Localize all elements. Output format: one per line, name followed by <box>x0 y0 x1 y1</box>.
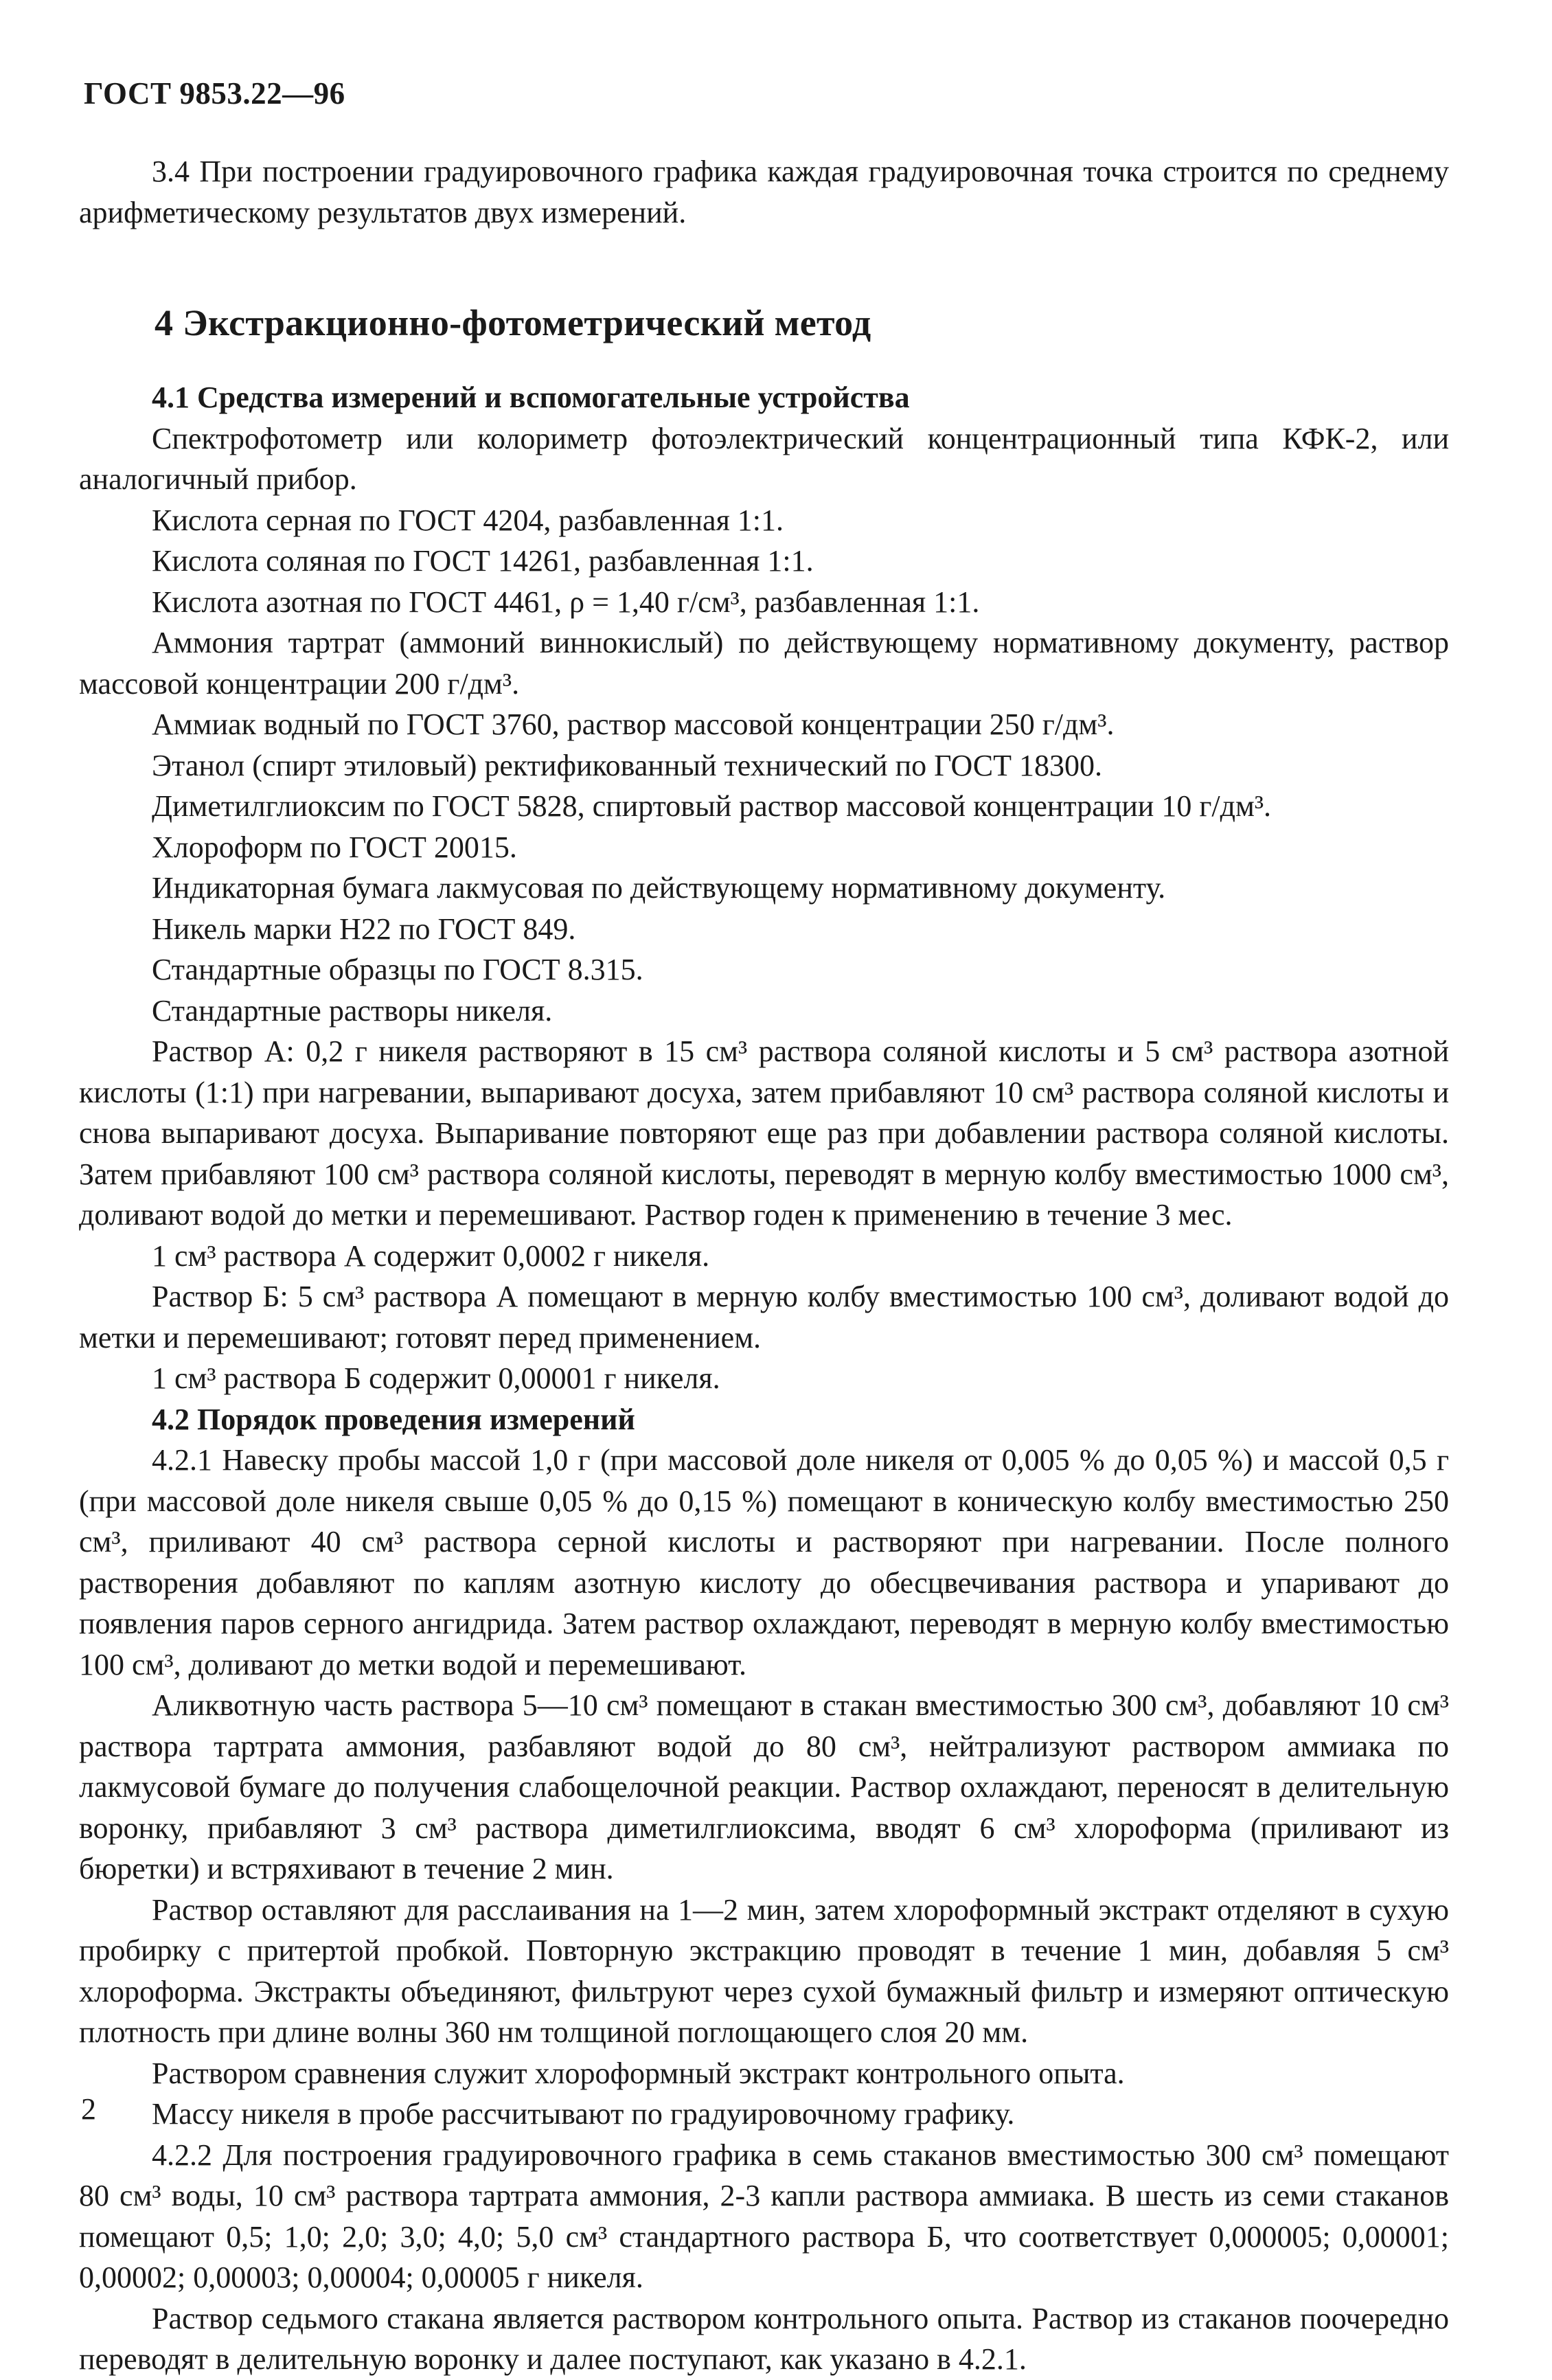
subsection-4-1-title: 4.1 Средства измерений и вспомогательные устройства <box>152 381 910 414</box>
paragraph: Раствор Б: 5 см³ раствора А помещают в мерную колбу вместимостью 100 см³, доливают водой до метки и перемешивают; готовят перед применением. <box>79 1280 1449 1355</box>
paragraph: Раствор седьмого стакана является раствором контрольного опыта. Раствор из стаканов поочередно переводят в делительную воронку и далее поступают, как указано в 4.2.1. <box>79 2301 1449 2376</box>
paragraph: Раствор оставляют для расслаивания на 1—2 мин, затем хлороформный экстракт отделяют в сухую пробирку с притертой пробкой. Повторную экстракцию проводят в течение 1 мин, добавляя 5 см³ хлороформа. Экстракты объединяют, фильтруют через сухой бумажный фильтр и измеряют оптическую плотность при длине волны 360 нм толщиной поглощающего слоя 20 мм. <box>79 1892 1449 2049</box>
paragraph: Хлороформ по ГОСТ 20015. <box>152 830 517 864</box>
paragraph: 4.2.1 Навеску пробы массой 1,0 г (при массовой доле никеля от 0,005 % до 0,05 %) и массой 0,5 г (при массовой доле никеля свыше 0,05 % до 0,15 %) помещают в коническую колбу вместимостью 250 см³, приливают 40 см³ раствора серной кислоты и растворяют при нагревании. После полного растворения добавляют по каплям азотную кислоту до обесцвечивания раствора и упаривают до появления паров серного ангидрида. Затем раствор охлаждают, переводят в мерную колбу вместимостью 100 см³, доливают до метки водой и перемешивают. <box>79 1443 1449 1681</box>
paragraph: Раствором сравнения служит хлороформный экстракт контрольного опыта. <box>152 2056 1125 2090</box>
document-body <box>79 151 1449 2380</box>
paragraph: Кислота азотная по ГОСТ 4461, ρ = 1,40 г/см³, разбавленная 1:1. <box>152 585 980 619</box>
paragraph: 4.2.2 Для построения градуировочного графика в семь стаканов вместимостью 300 см³ помещают 80 см³ воды, 10 см³ раствора тартрата аммония, 2-3 капли раствора аммиака. В шесть из семи стаканов помещают 0,5; 1,0; 2,0; 3,0; 4,0; 5,0 см³ стандартного раствора Б, что соответствует 0,000005; 0,00001; 0,00002; 0,00003; 0,00004; 0,00005 г никеля. <box>79 2138 1449 2294</box>
paragraph: Индикаторная бумага лакмусовая по действующему нормативному документу. <box>152 871 1166 905</box>
document-header: ГОСТ 9853.22—96 <box>84 76 345 111</box>
section-4-title: 4 Экстракционно-фотометрический метод <box>155 302 871 343</box>
paragraph: Массу никеля в пробе рассчитывают по градуировочному графику. <box>152 2097 1015 2131</box>
paragraph: 1 см³ раствора Б содержит 0,00001 г никеля. <box>152 1361 720 1395</box>
paragraph: Аликвотную часть раствора 5—10 см³ помещают в стакан вместимостью 300 см³, добавляют 10 см³ раствора тартрата аммония, разбавляют водой до 80 см³, нейтрализуют раствором аммиака по лакмусовой бумаге до получения слабощелочной реакции. Раствор охлаждают, переносят в делительную воронку, прибавляют 3 см³ раствора диметилглиоксима, вводят 6 см³ хлороформа (приливают из бюретки) и встряхивают в течение 2 мин. <box>79 1688 1449 1885</box>
page-number: 2 <box>81 2092 96 2126</box>
paragraph: Никель марки Н22 по ГОСТ 849. <box>152 911 576 946</box>
paragraph: Кислота серная по ГОСТ 4204, разбавленная 1:1. <box>152 503 784 537</box>
subsection-4-2-title: 4.2 Порядок проведения измерений <box>152 1402 635 1436</box>
paragraph: Спектрофотометр или колориметр фотоэлектрический концентрационный типа КФК-2, или аналогичный прибор. <box>79 421 1449 496</box>
paragraph: 1 см³ раствора А содержит 0,0002 г никеля. <box>152 1238 710 1273</box>
paragraph-3-4: 3.4 При построении градуировочного графика каждая градуировочная точка строится по среднему арифметическому результатов двух измерений. <box>79 155 1449 229</box>
paragraph: Этанол (спирт этиловый) ректификованный технический по ГОСТ 18300. <box>152 748 1103 782</box>
paragraph: Раствор А: 0,2 г никеля растворяют в 15 см³ раствора соляной кислоты и 5 см³ раствора азотной кислоты (1:1) при нагревании, выпаривают досуха, затем прибавляют 10 см³ раствора соляной кислоты и снова выпаривают досуха. Выпаривание повторяют еще раз при добавлении раствора соляной кислоты. Затем прибавляют 100 см³ раствора соляной кислоты, переводят в мерную колбу вместимостью 1000 см³, доливают водой до метки и перемешивают. Раствор годен к применению в течение 3 мес. <box>79 1034 1449 1232</box>
paragraph: Аммония тартрат (аммоний виннокислый) по действующему нормативному документу, раствор массовой концентрации 200 г/дм³. <box>79 626 1449 701</box>
paragraph: Аммиак водный по ГОСТ 3760, раствор массовой концентрации 250 г/дм³. <box>152 707 1115 741</box>
paragraph: Диметилглиоксим по ГОСТ 5828, спиртовый раствор массовой концентрации 10 г/дм³. <box>152 789 1272 823</box>
paragraph: Кислота соляная по ГОСТ 14261, разбавленная 1:1. <box>152 544 814 578</box>
paragraph: Стандартные образцы по ГОСТ 8.315. <box>152 953 643 986</box>
paragraph: Стандартные растворы никеля. <box>152 993 553 1028</box>
